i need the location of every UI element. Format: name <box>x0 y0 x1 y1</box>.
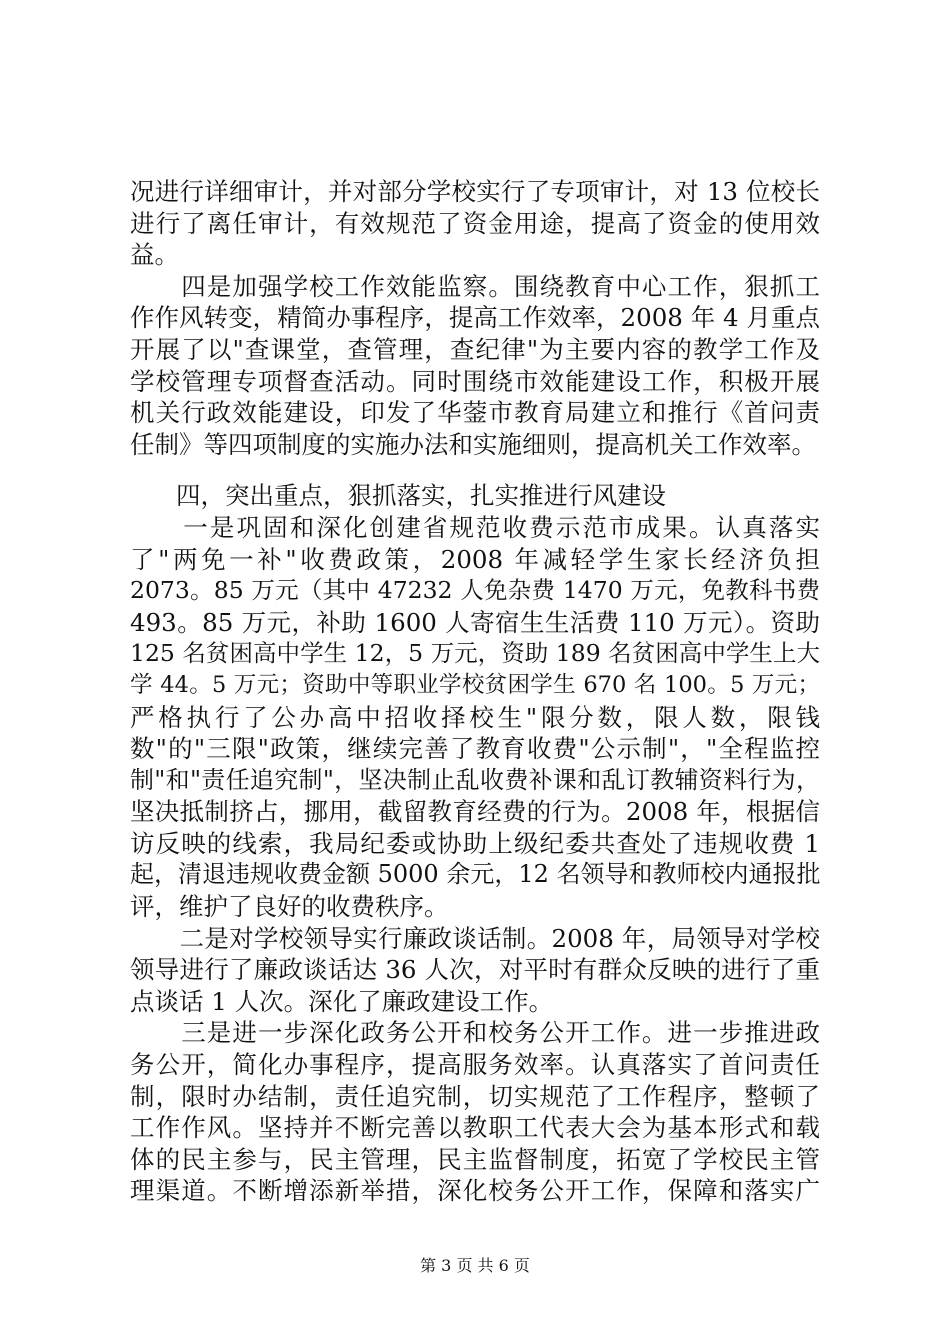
text-line: 点谈话 1 人次。深化了廉政建设工作。 <box>130 986 554 1016</box>
text-line: 访反映的线索，我局纪委或协助上级纪委共查处了违规收费 1 <box>130 828 820 858</box>
paragraph-gap <box>130 460 820 480</box>
page-number: 第 3 页 共 6 页 <box>420 1256 530 1275</box>
text-line: 学 44。5 万元；资助中等职业学校贫困学生 670 名 100。5 万元； <box>130 671 820 698</box>
text-line: 况进行详细审计，并对部分学校实行了专项审计，对 13 位校长 <box>130 177 820 206</box>
text-line: 四是加强学校工作效能监察。围绕教育中心工作，狠抓工 <box>130 271 820 301</box>
text-line: 493。85 万元，补助 1600 人寄宿生生活费 110 万元）。资助 <box>130 607 820 637</box>
text-line: 学校管理专项督查活动。同时围绕市效能建设工作，积极开展 <box>130 366 820 396</box>
text-line: 进行了离任审计，有效规范了资金用途，提高了资金的使用效 <box>130 208 820 238</box>
text-line: 机关行政效能建设，印发了华蓥市教育局建立和推行《首问责 <box>130 398 820 428</box>
text-line: 三是进一步深化政务公开和校务公开工作。进一步推进政 <box>130 1018 820 1048</box>
text-line: 作作风转变，精简办事程序，提高工作效率，2008 年 4 月重点 <box>130 303 820 333</box>
text-line: 严格执行了公办高中招收择校生"限分数，限人数，限钱 <box>130 702 820 732</box>
text-line: 开展了以"查课堂，查管理，查纪律"为主要内容的教学工作及 <box>130 334 820 364</box>
text-line: 评，维护了良好的收费秩序。 <box>130 892 449 922</box>
text-line: 制"和"责任追究制"，坚决制止乱收费补课和乱订教辅资料行为， <box>130 765 820 794</box>
text-line: 体的民主参与，民主管理，民主监督制度，拓宽了学校民主管 <box>130 1144 820 1174</box>
text-line: 一是巩固和深化创建省规范收费示范市成果。认真落实 <box>130 512 820 542</box>
text-line: 了"两免一补"收费政策，2008 年减轻学生家长经济负担 <box>130 544 820 574</box>
text-line: 益。 <box>130 240 179 270</box>
text-line: 125 名贫困高中学生 12，5 万元，资助 189 名贫困高中学生上大 <box>130 639 820 668</box>
section-heading: 四，突出重点，狠抓落实，扎实推进行风建设 <box>176 481 666 511</box>
text-line: 二是对学校领导实行廉政谈话制。2008 年，局领导对学校 <box>130 923 820 953</box>
text-line: 任制》等四项制度的实施办法和实施细则，提高机关工作效率。 <box>130 429 816 459</box>
text-line: 数"的"三限"政策，继续完善了教育收费"公示制"，"全程监控 <box>130 734 820 764</box>
text-line: 理渠道。不断增添新举措，深化校务公开工作，保障和落实广 <box>130 1176 820 1206</box>
text-line: 起，清退违规收费金额 5000 余元，12 名领导和教师校内通报批 <box>130 860 821 889</box>
text-line: 2073。85 万元（其中 47232 人免杂费 1470 万元，免教科书费 <box>130 576 820 605</box>
text-line: 务公开，简化办事程序，提高服务效率。认真落实了首问责任 <box>130 1050 820 1080</box>
document-body <box>130 176 820 1207</box>
text-line: 领导进行了廉政谈话达 36 人次，对平时有群众反映的进行了重 <box>130 955 820 985</box>
text-line: 制，限时办结制，责任追究制，切实规范了工作程序，整顿了 <box>130 1081 820 1111</box>
page-footer <box>0 1256 950 1276</box>
text-line: 坚决抵制挤占，挪用，截留教育经费的行为。2008 年，根据信 <box>130 797 820 827</box>
text-line: 工作作风。坚持并不断完善以教职工代表大会为基本形式和载 <box>130 1113 820 1143</box>
